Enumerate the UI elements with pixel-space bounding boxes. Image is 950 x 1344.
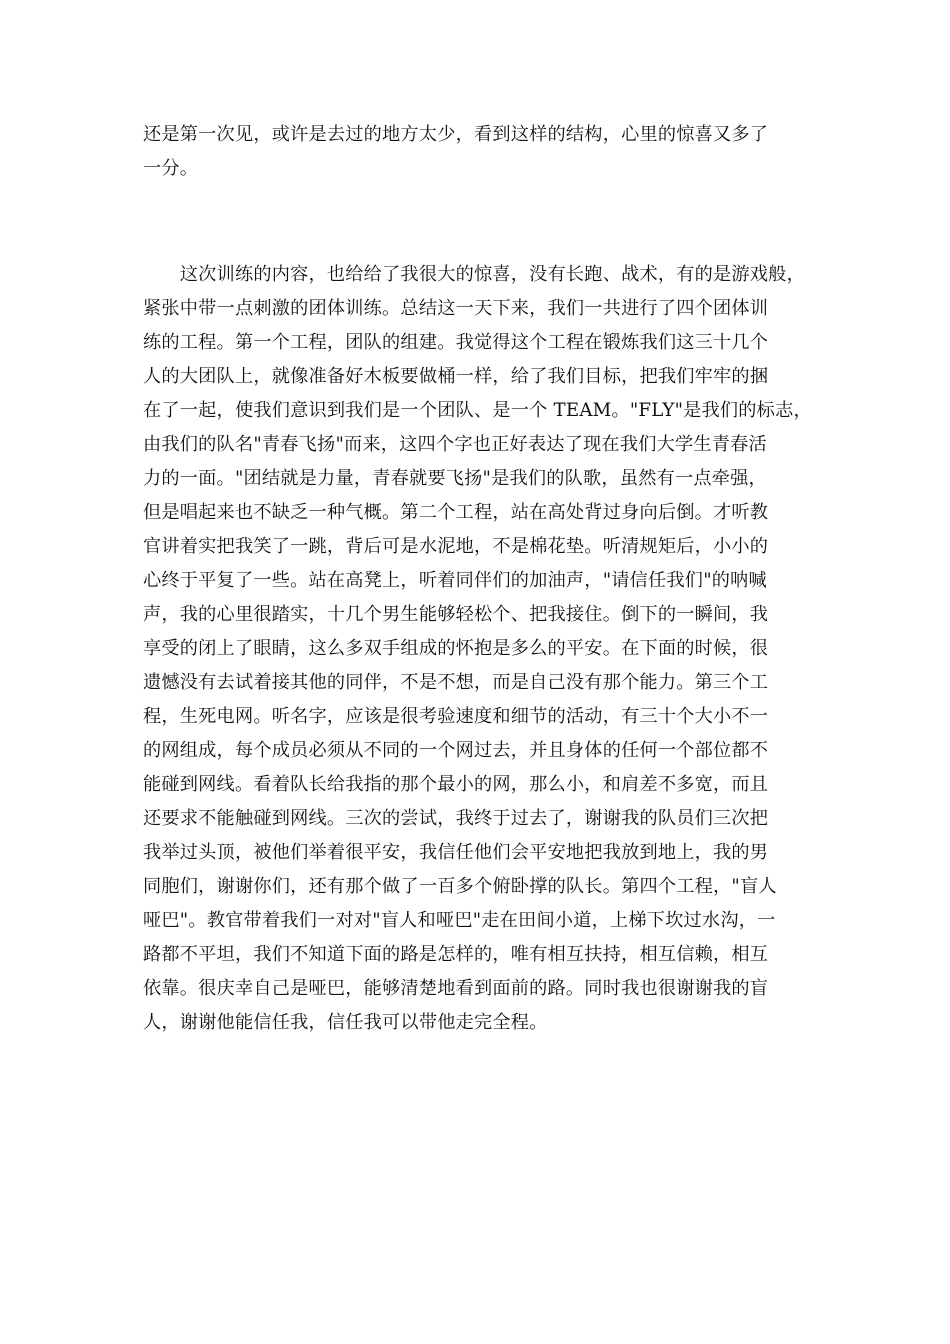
text-line: 一分。 (143, 158, 199, 179)
text-line: 声，我的心里很踏实，十几个男生能够轻松个、把我接住。倒下的一瞬间，我 (143, 604, 769, 625)
text-line: 的网组成，每个成员必须从不同的一个网过去，并且身体的任何一个部位都不 (143, 740, 769, 761)
text-line: 在了一起，使我们意识到我们是一个团队、是一个 TEAM。"FLY"是我们的标志， (143, 400, 812, 421)
text-line: 同胞们，谢谢你们，还有那个做了一百多个俯卧撑的队长。第四个工程，"盲人 (143, 876, 777, 897)
text-line: 这次训练的内容，也给给了我很大的惊喜，没有长跑、战术，有的是游戏般， (143, 264, 805, 285)
text-line: 能碰到网线。看着队长给我指的那个最小的网，那么小，和肩差不多宽，而且 (143, 774, 769, 795)
text-line: 还是第一次见，或许是去过的地方太少，看到这样的结构，心里的惊喜又多了 (143, 124, 769, 145)
text-line: 路都不平坦，我们不知道下面的路是怎样的，唯有相互扶持，相互信赖，相互 (143, 944, 769, 965)
text-line: 我举过头顶，被他们举着很平安，我信任他们会平安地把我放到地上，我的男 (143, 842, 769, 863)
text-line: 还要求不能触碰到网线。三次的尝试，我终于过去了，谢谢我的队员们三次把 (143, 808, 769, 829)
text-line: 遗憾没有去试着接其他的同伴，不是不想，而是自己没有那个能力。第三个工 (143, 672, 769, 693)
text-line: 但是唱起来也不缺乏一种气概。第二个工程，站在高处背过身向后倒。才听教 (143, 502, 769, 523)
text-line: 由我们的队名"青春飞扬"而来，这四个字也正好表达了现在我们大学生青春活 (143, 434, 767, 455)
text-line: 心终于平复了一些。站在高凳上，听着同伴们的加油声，"请信任我们"的呐喊 (143, 570, 767, 591)
paragraph-2 (143, 258, 813, 1040)
text-line: 程，生死电网。听名字，应该是很考验速度和细节的活动，有三十个大小不一 (143, 706, 769, 727)
text-line: 人，谢谢他能信任我，信任我可以带他走完全程。 (143, 1012, 548, 1033)
text-line: 紧张中带一点刺激的团体训练。总结这一天下来，我们一共进行了四个团体训 (143, 298, 769, 319)
text-line: 哑巴"。教官带着我们一对对"盲人和哑巴"走在田间小道，上梯下坎过水沟，一 (143, 910, 776, 931)
text-line: 享受的闭上了眼睛，这么多双手组成的怀抱是多么的平安。在下面的时候，很 (143, 638, 769, 659)
text-line: 官讲着实把我笑了一跳，背后可是水泥地，不是棉花垫。听清规矩后，小小的 (143, 536, 769, 557)
text-line: 依靠。很庆幸自己是哑巴，能够清楚地看到面前的路。同时我也很谢谢我的盲 (143, 978, 769, 999)
text-line: 练的工程。第一个工程，团队的组建。我觉得这个工程在锻炼我们这三十几个 (143, 332, 769, 353)
text-line: 力的一面。"团结就是力量，青春就要飞扬"是我们的队歌，虽然有一点牵强， (143, 468, 767, 489)
text-line: 人的大团队上，就像准备好木板要做桶一样，给了我们目标，把我们牢牢的捆 (143, 366, 769, 387)
paragraph-1 (143, 118, 813, 186)
